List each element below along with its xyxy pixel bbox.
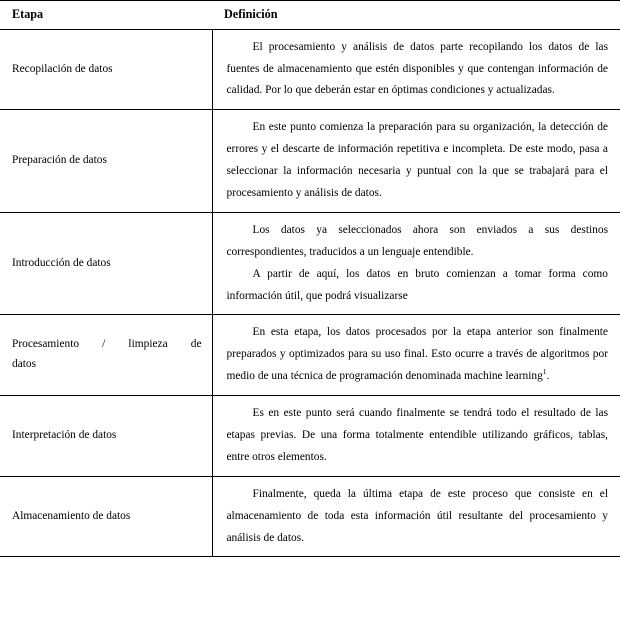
definition-text-tail: . bbox=[546, 370, 550, 383]
column-header-etapa: Etapa bbox=[0, 1, 212, 30]
cell-stage-definition bbox=[212, 476, 620, 557]
table-header bbox=[0, 1, 620, 30]
table-row bbox=[0, 476, 620, 557]
stage-label: Almacenamiento de datos bbox=[12, 509, 131, 522]
definition-paragraph bbox=[227, 322, 609, 388]
definition-paragraph: Finalmente, queda la última etapa de este proceso que consiste en el almacenamiento de toda esta información útil resultante del procesamiento y análisis de datos. bbox=[226, 487, 608, 544]
definition-paragraph: Es en este punto será cuando finalmente se tendrá todo el resultado de las etapas previas. De una forma totalmente entendible utilizando gráficos, tablas, entre otros elementos. bbox=[226, 407, 608, 463]
table-row bbox=[0, 396, 620, 477]
stage-label: Recopilación de datos bbox=[12, 62, 113, 75]
cell-stage-name bbox=[0, 476, 212, 557]
definition-paragraph: En este punto comienza la preparación para su organización, la detección de errores y el descarte de información repetitiva e incompleta. De este modo, pasa a seleccionar la información necesaria y puntual con la que se trabajará para el procesamiento y análisis de datos. bbox=[226, 121, 608, 199]
table-row bbox=[0, 29, 620, 110]
column-header-definicion: Definición bbox=[212, 1, 620, 30]
table-row bbox=[0, 110, 620, 213]
footnote-marker: 1 bbox=[542, 367, 547, 377]
table-body bbox=[0, 29, 620, 557]
cell-stage-definition bbox=[212, 29, 620, 110]
cell-stage-definition bbox=[212, 315, 620, 396]
cell-stage-definition bbox=[212, 110, 620, 213]
definition-paragraph: A partir de aquí, los datos en bruto comienzan a tomar forma como información útil, que podrá visualizarse bbox=[226, 267, 608, 302]
table-header-row bbox=[0, 1, 620, 30]
table-row bbox=[0, 212, 620, 315]
definition-paragraph: El procesamiento y análisis de datos parte recopilando los datos de las fuentes de almacenamiento que estén disponibles y que contengan información de calidad. Por lo que deberán estar en óptimas condiciones y actualizadas. bbox=[226, 40, 608, 97]
cell-stage-definition bbox=[212, 396, 620, 477]
stage-label: Interpretación de datos bbox=[12, 428, 117, 441]
stage-label-line-2: datos bbox=[12, 358, 37, 371]
stage-label-line-1: Procesamiento / limpieza de bbox=[12, 338, 202, 351]
cell-stage-definition bbox=[212, 212, 620, 315]
cell-stage-name bbox=[0, 315, 212, 396]
stage-label: Introducción de datos bbox=[12, 256, 111, 269]
cell-stage-name bbox=[0, 396, 212, 477]
cell-stage-name bbox=[0, 110, 212, 213]
stage-label: Preparación de datos bbox=[12, 154, 107, 167]
definition-paragraph: Los datos ya seleccionados ahora son enviados a sus destinos correspondientes, traducidos a un lenguaje entendible. bbox=[226, 223, 608, 258]
stage-label bbox=[12, 335, 202, 375]
cell-stage-name bbox=[0, 212, 212, 315]
definition-text: En esta etapa, los datos procesados por la etapa anterior son finalmente preparados y optimizados para su uso final. Esto ocurre a través de algoritmos por medio de una técnica de programación denominada machine learning bbox=[226, 326, 608, 383]
table-row bbox=[0, 315, 620, 396]
cell-stage-name bbox=[0, 29, 212, 110]
